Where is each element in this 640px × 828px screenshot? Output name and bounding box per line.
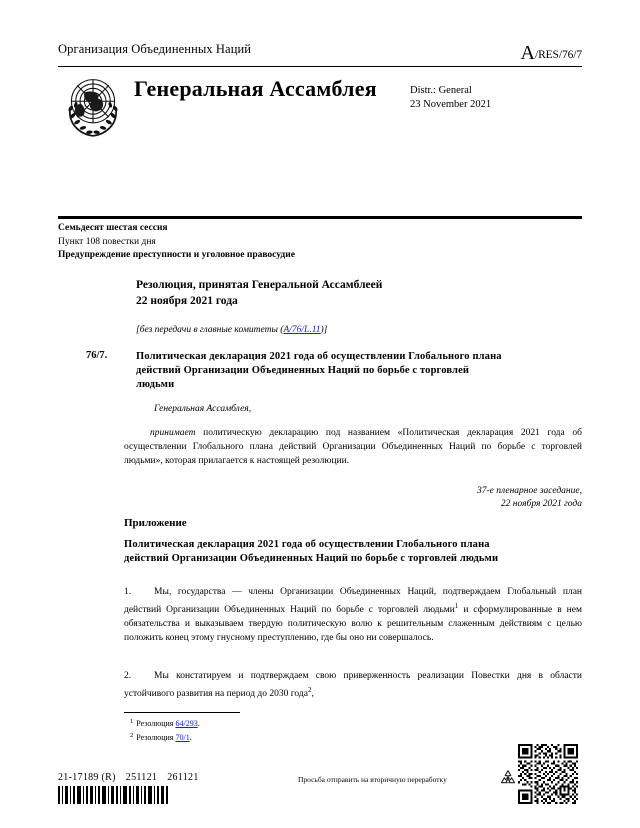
paragraph-number: 1. xyxy=(124,587,132,597)
annex-label: Приложение xyxy=(124,517,187,529)
footnote-period: . xyxy=(189,732,192,742)
recycle-icon xyxy=(498,768,518,788)
annex-paragraph-1 xyxy=(124,585,582,645)
session-divider xyxy=(58,216,582,219)
footnote-marker-2[interactable]: 2 xyxy=(307,686,312,694)
adoption-paragraph xyxy=(124,426,582,468)
draft-resolution-link[interactable]: A/76/L.11 xyxy=(283,325,321,335)
masthead-divider xyxy=(58,66,582,67)
resolution-title: Политическая декларация 2021 года об осуществлении Глобального плана действий Организации Объединенных Наций по борьбе с торговлей людьми xyxy=(136,351,502,390)
paragraph-text-before: Мы констатируем и подтверждаем свою приверженность реализации Повестки дня в области устойчивого развития на период до 2030 года xyxy=(124,671,582,699)
paragraph-text-before: Мы, государства — члены Организации Объединенных Наций, подтверждаем Глобальный план действий Организации Объединенных Наций по борьбе с торговлей людьми xyxy=(124,587,582,615)
paragraph-text-after: и сформулированные в нем обязательства и выказываем твердую политическую волю к решительным слаженным действиям с целью положить конец этому гнусному преступлению, где бы оно ни совершалось. xyxy=(124,605,582,643)
note-bracket-close: )] xyxy=(320,325,328,335)
body-name-title: Генеральная Ассамблея xyxy=(134,76,377,101)
job-number: 21-17189 (R) xyxy=(58,772,116,783)
footnote-list xyxy=(130,716,430,743)
agenda-topic: Предупреждение преступности и уголовное правосудие xyxy=(58,250,295,260)
assembly-preamble: Генеральная Ассамблея, xyxy=(154,404,252,414)
footnote-separator xyxy=(124,712,240,713)
footnote-resolution-link[interactable]: 70/1 xyxy=(175,732,190,742)
paragraph-number: 2. xyxy=(124,671,132,681)
recycle-note: Просьба отправить на вторичную переработку xyxy=(298,775,447,784)
qr-code xyxy=(518,744,578,804)
document-date: 23 November 2021 xyxy=(410,98,492,110)
note-text: без передачи в главные комитеты ( xyxy=(139,325,284,335)
footnote-number: 1 xyxy=(130,718,134,725)
document-symbol-suffix: /RES/76/7 xyxy=(534,49,582,61)
footnote-label: Резолюция xyxy=(136,732,174,742)
meeting-reference xyxy=(477,485,582,511)
distribution-block xyxy=(410,84,491,111)
masthead xyxy=(58,42,582,64)
date-code-2: 261121 xyxy=(167,772,199,783)
document-symbol xyxy=(521,42,582,65)
note-bracket-open: [ xyxy=(136,325,140,335)
resolution-heading-line-1: Резолюция, принятая Генеральной Ассамблеей xyxy=(136,279,383,291)
adoption-verb: принимает xyxy=(150,428,196,438)
footnote-item xyxy=(130,730,430,744)
resolution-number: 76/7. xyxy=(86,350,108,361)
adoption-text: политическую декларацию под названием «Политическая декларация 2021 года об осуществлении Глобального плана действий Организации Объединенных Наций по борьбе с торговлей людьми», которая прилагается к настоящей резолюции. xyxy=(124,428,582,466)
meeting-date: 22 ноября 2021 года xyxy=(500,499,582,509)
paragraph-text-after: , xyxy=(311,689,314,699)
footnote-label: Резолюция xyxy=(136,719,174,728)
resolution-referral-note xyxy=(136,325,327,335)
meeting-number: 37-е пленарное заседание, xyxy=(476,486,582,496)
footnote-marker-1[interactable]: 1 xyxy=(454,602,459,610)
agenda-item: Пункт 108 повестки дня xyxy=(58,236,156,247)
session-number: Семьдесят шестая сессия xyxy=(58,223,168,233)
date-code-1: 251121 xyxy=(125,772,158,783)
un-emblem-icon xyxy=(57,71,129,143)
annex-paragraph-2 xyxy=(124,669,582,701)
footnote-number: 2 xyxy=(130,731,134,739)
document-symbol-prefix: A xyxy=(520,42,535,64)
resolution-heading-line-2: 22 ноября 2021 года xyxy=(136,294,238,307)
job-number-line xyxy=(58,772,199,783)
annex-title: Политическая декларация 2021 года об осуществлении Глобального плана действий Организации Объединенных Наций по борьбе с торговлей людьми xyxy=(124,539,499,564)
organization-name: Организация Объединенных Наций xyxy=(58,42,252,56)
footnote-item xyxy=(130,716,430,730)
footnote-period: . xyxy=(197,719,200,728)
barcode xyxy=(58,786,170,804)
resolution-heading xyxy=(136,278,566,309)
distribution-label: Distr.: General xyxy=(410,85,472,96)
footnote-resolution-link[interactable]: 64/293 xyxy=(175,719,198,728)
session-block xyxy=(58,222,582,263)
